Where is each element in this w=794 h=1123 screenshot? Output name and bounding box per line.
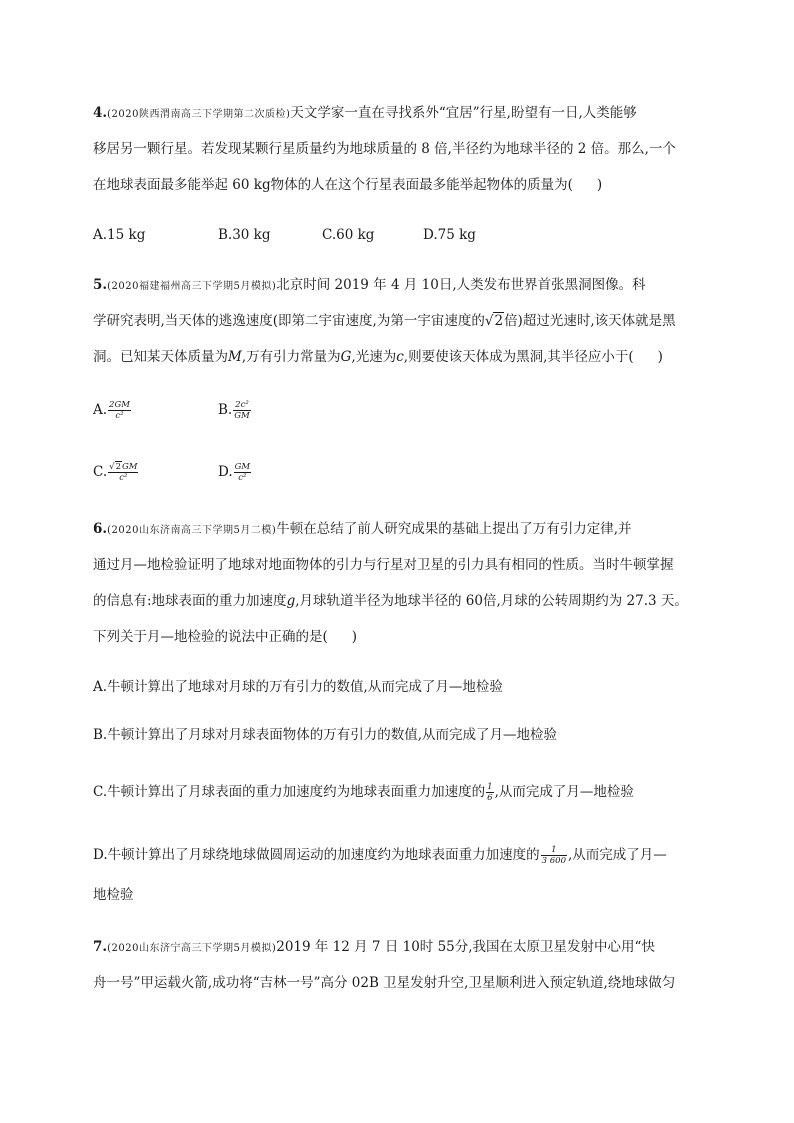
q4-option-c: C.60 kg [322,227,375,243]
q7-line1: 7.(2020山东济宁高三下学期5月模拟)2019 年 12 月 7 日 10时 55分,我国在太原卫星发射中心用“快 [93,939,655,955]
fraction: $\frac{\text{2c²}}{GM}$ [234,400,250,421]
q4-option-b: B.30 kg [218,227,271,243]
q4-source: (2020陕西渭南高三下学期第二次质检) [107,109,291,120]
q5-option-a: A. $\frac{2GM}{\text{c²}}$ [93,400,130,421]
q6-line3: 的信息有:地球表面的重力加速度g,月球轨道半径为地球半径的 60倍,月球的公转周期约为 27.3 天。 [93,593,688,609]
fraction: $\frac{1}{6}$ [487,782,493,803]
q5-option-c: C. $\frac{√2GM}{\text{c²}}$ [93,462,138,483]
q6-option-a: A.牛顿计算出了地球对月球的万有引力的数值,从而完成了月—地检验 [93,679,503,695]
q5-option-b: B. $\frac{\text{2c²}}{GM}$ [218,400,250,421]
q4-text-3: 在地球表面最多能举起 60 kg物体的人在这个行星表面最多能举起物体的质量为( [93,177,573,193]
q5-source: (2020福建福州高三下学期5月模拟) [107,281,277,292]
q5-line1: 5.(2020福建福州高三下学期5月模拟)北京时间 2019 年 4 月 10日,人类发布世界首张黑洞图像。科 [93,277,646,293]
q7-source: (2020山东济宁高三下学期5月模拟) [107,943,277,954]
fraction: $\frac{√2GM}{\text{c²}}$ [109,462,138,483]
q5-number: 5 [93,277,103,293]
q4-number: 4 [93,105,103,121]
q7-line2: 舟一号”甲运载火箭,成功将“吉林一号”高分 02B 卫星发射升空,卫星顺利进入预定轨道,绕地球做匀 [93,975,676,991]
q6-option-b: B.牛顿计算出了月球对月球表面物体的万有引力的数值,从而完成了月—地检验 [93,727,558,743]
q6-line1: 6.(2020山东济南高三下学期5月二模)牛顿在总结了前人研究成果的基础上提出了万有引力定律,并 [93,521,632,537]
q7-number: 7 [93,939,103,955]
q5-line3: 洞。已知某天体质量为M,万有引力常量为G,光速为c,则要使该天体成为黑洞,其半径应小于( ) [93,349,663,365]
q6-option-d: D.牛顿计算出了月球绕地球做圆周运动的加速度约为地球表面重力加速度的 $\frac{1}{3 600}$ ,从而完成了月— [93,845,667,866]
q4-line3: 在地球表面最多能举起 60 kg物体的人在这个行星表面最多能举起物体的质量为( ) [93,177,603,193]
q5-text-1: 北京时间 2019 年 4 月 10日,人类发布世界首张黑洞图像。科 [276,277,646,293]
fraction: $\frac{2GM}{\text{c²}}$ [109,400,130,421]
q7-text-1: 2019 年 12 月 7 日 10时 55分,我国在太原卫星发射中心用“快 [276,939,655,955]
q6-line4: 下列关于月—地检验的说法中正确的是( ) [93,629,358,645]
q4-text-1: 天文学家一直在寻找系外“宜居”行星,盼望有一日,人类能够 [290,105,637,121]
q4-line1: 4.(2020陕西渭南高三下学期第二次质检)天文学家一直在寻找系外“宜居”行星,盼望有一日,人类能够 [93,105,637,121]
q4-option-a: A.15 kg [93,227,146,243]
q6-option-d-cont: 地检验 [93,887,134,903]
q4-option-d: D.75 kg [423,227,476,243]
fraction: $\frac{1}{3 600}$ [541,845,566,866]
q6-source: (2020山东济南高三下学期5月二模) [107,525,277,536]
q6-text-1: 牛顿在总结了前人研究成果的基础上提出了万有引力定律,并 [276,521,632,537]
sqrt-symbol: √2 [484,313,504,329]
q4-line2: 移居另一颗行星。若发现某颗行星质量约为地球质量的 8 倍,半径约为地球半径的 2 倍。那么,一个 [93,141,676,157]
q5-line2: 学研究表明,当天体的逃逸速度(即第二宇宙速度,为第一宇宙速度的√2倍)超过光速时,该天体就是黑 [93,313,676,329]
q6-line2: 通过月—地检验证明了地球对地面物体的引力与行星对卫星的引力具有相同的性质。当时牛顿掌握 [93,557,674,573]
fraction: $\frac{GM}{\text{c²}}$ [234,462,251,483]
q6-option-c: C.牛顿计算出了月球表面的重力加速度约为地球表面重力加速度的 $\frac{1}{6}$ ,从而完成了月—地检验 [93,782,634,803]
q5-option-d: D. $\frac{GM}{\text{c²}}$ [218,462,251,483]
q6-number: 6 [93,521,103,537]
